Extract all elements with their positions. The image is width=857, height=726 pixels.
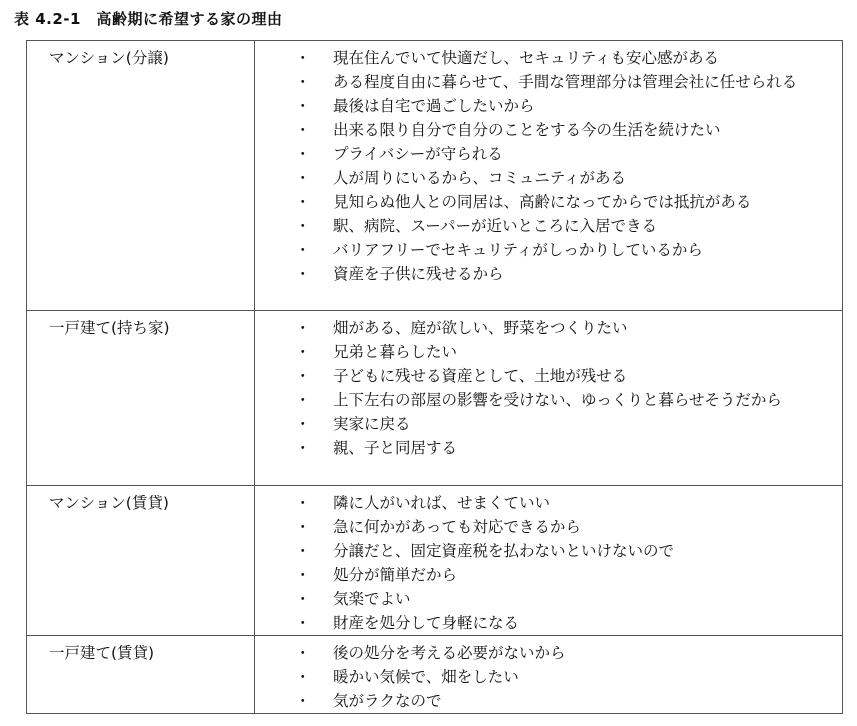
reason-item bbox=[255, 665, 834, 689]
bullet-icon: ・ bbox=[295, 590, 311, 608]
bullet-icon: ・ bbox=[295, 145, 311, 163]
reasons-cell bbox=[255, 41, 843, 311]
bullet-icon: ・ bbox=[295, 692, 311, 710]
table-row bbox=[27, 311, 843, 486]
reason-text: 気がラクなので bbox=[333, 692, 442, 710]
bullet-icon: ・ bbox=[295, 439, 311, 457]
reasons-cell bbox=[255, 636, 843, 714]
reason-text: 後の処分を考える必要がないから bbox=[333, 644, 566, 662]
reason-list bbox=[255, 641, 834, 713]
reason-item bbox=[255, 316, 834, 340]
bullet-icon: ・ bbox=[295, 614, 311, 632]
bullet-icon: ・ bbox=[295, 518, 311, 536]
bullet-icon: ・ bbox=[295, 169, 311, 187]
reason-text: 最後は自宅で過ごしたいから bbox=[333, 97, 535, 115]
reason-item bbox=[255, 563, 834, 587]
reason-item bbox=[255, 94, 834, 118]
reasons-cell bbox=[255, 486, 843, 636]
reason-text: 急に何かがあっても対応できるから bbox=[333, 518, 581, 536]
bullet-icon: ・ bbox=[295, 121, 311, 139]
reason-text: 出来る限り自分で自分のことをする今の生活を続けたい bbox=[333, 121, 721, 139]
reason-text: 駅、病院、スーパーが近いところに入居できる bbox=[333, 217, 657, 235]
reason-list bbox=[255, 491, 834, 635]
reason-text: 上下左右の部屋の影響を受けない、ゆっくりと暮らせそうだから bbox=[333, 391, 782, 409]
bullet-icon: ・ bbox=[295, 97, 311, 115]
reason-text: 実家に戻る bbox=[333, 415, 411, 433]
reason-item bbox=[255, 262, 834, 286]
reason-text: 現在住んでいて快適だし、セキュリティも安心感がある bbox=[333, 49, 719, 67]
reason-item bbox=[255, 142, 834, 166]
reason-text: 暖かい気候で、畑をしたい bbox=[333, 668, 519, 686]
reason-item bbox=[255, 641, 834, 665]
reason-text: プライバシーが守られる bbox=[333, 145, 503, 163]
reason-item bbox=[255, 46, 834, 70]
reason-item bbox=[255, 166, 834, 190]
bullet-icon: ・ bbox=[295, 644, 311, 662]
table-title: 表 4.2-1 高齢期に希望する家の理由 bbox=[14, 10, 283, 28]
reason-text: 親、子と同居する bbox=[333, 439, 458, 457]
housing-type-cell: マンション(賃貸) bbox=[27, 486, 255, 636]
housing-type-cell: 一戸建て(持ち家) bbox=[27, 311, 255, 486]
reason-text: バリアフリーでセキュリティがしっかりしているから bbox=[333, 241, 703, 259]
bullet-icon: ・ bbox=[295, 668, 311, 686]
bullet-icon: ・ bbox=[295, 343, 311, 361]
reason-text: ある程度自由に暮らせて、手間な管理部分は管理会社に任せられる bbox=[333, 73, 798, 91]
reasons-cell bbox=[255, 311, 843, 486]
bullet-icon: ・ bbox=[295, 494, 311, 512]
reason-text: 見知らぬ他人との同居は、高齢になってからでは抵抗がある bbox=[333, 193, 752, 211]
bullet-icon: ・ bbox=[295, 49, 311, 67]
reason-item bbox=[255, 364, 834, 388]
reason-text: 資産を子供に残せるから bbox=[333, 265, 504, 283]
reason-item bbox=[255, 491, 834, 515]
reason-item bbox=[255, 190, 834, 214]
reason-text: 子どもに残せる資産として、土地が残せる bbox=[333, 367, 628, 385]
bullet-icon: ・ bbox=[295, 217, 311, 235]
table-body bbox=[27, 41, 843, 714]
reason-list bbox=[255, 46, 834, 286]
reason-text: 分譲だと、固定資産税を払わないといけないので bbox=[333, 542, 675, 560]
bullet-icon: ・ bbox=[295, 193, 311, 211]
reason-item bbox=[255, 412, 834, 436]
reason-text: 畑がある、庭が欲しい、野菜をつくりたい bbox=[333, 319, 628, 337]
bullet-icon: ・ bbox=[295, 566, 311, 584]
reason-list bbox=[255, 316, 834, 460]
housing-type-cell: マンション(分譲) bbox=[27, 41, 255, 311]
reason-item bbox=[255, 436, 834, 460]
bullet-icon: ・ bbox=[295, 241, 311, 259]
reason-item bbox=[255, 539, 834, 563]
table-row bbox=[27, 486, 843, 636]
reason-text: 気楽でよい bbox=[333, 590, 411, 608]
reason-item bbox=[255, 214, 834, 238]
bullet-icon: ・ bbox=[295, 391, 311, 409]
reason-text: 処分が簡単だから bbox=[333, 566, 458, 584]
reason-item bbox=[255, 340, 834, 364]
reason-text: 人が周りにいるから、コミュニティがある bbox=[333, 169, 626, 187]
reason-text: 隣に人がいれば、せまくていい bbox=[333, 494, 551, 512]
reason-item bbox=[255, 118, 834, 142]
reasons-table bbox=[26, 40, 843, 714]
table-row bbox=[27, 636, 843, 714]
reason-item bbox=[255, 689, 834, 713]
reason-text: 財産を処分して身軽になる bbox=[333, 614, 520, 632]
reason-item bbox=[255, 388, 834, 412]
table-row bbox=[27, 41, 843, 311]
bullet-icon: ・ bbox=[295, 73, 311, 91]
bullet-icon: ・ bbox=[295, 319, 311, 337]
reason-text: 兄弟と暮らしたい bbox=[333, 343, 458, 361]
housing-type-cell: 一戸建て(賃貸) bbox=[27, 636, 255, 714]
reason-item bbox=[255, 515, 834, 539]
bullet-icon: ・ bbox=[295, 265, 311, 283]
reason-item bbox=[255, 70, 834, 94]
bullet-icon: ・ bbox=[295, 367, 311, 385]
reason-item bbox=[255, 238, 834, 262]
bullet-icon: ・ bbox=[295, 542, 311, 560]
reason-item bbox=[255, 611, 834, 635]
reason-item bbox=[255, 587, 834, 611]
bullet-icon: ・ bbox=[295, 415, 311, 433]
